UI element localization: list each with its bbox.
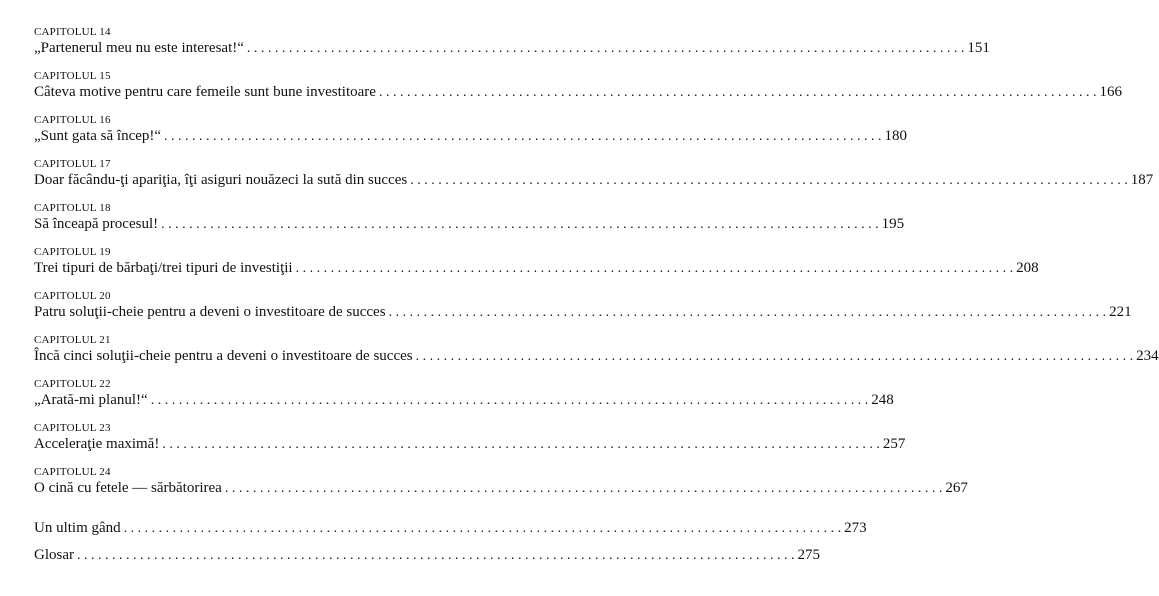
chapter-line [34,215,905,233]
page-number: 234 [1136,348,1159,364]
back-matter-title: Un ultim gând [34,520,121,536]
chapter-label: CAPITOLUL 15 [34,70,111,82]
chapter-entry [34,334,1159,365]
chapter-title: Patru soluţii-cheie pentru a deveni o investitoare de succes [34,304,386,320]
table-of-contents [34,26,1159,573]
dot-leader [161,216,879,234]
chapter-entry [34,246,1039,277]
dot-leader [410,172,1128,190]
chapter-entry [34,114,908,145]
chapter-title: „Partenerul meu nu este interesat!“ [34,40,244,56]
chapter-title: Acceleraţie maximă! [34,436,160,452]
chapter-entry [34,290,1132,321]
dot-leader [124,520,842,538]
chapter-entry [34,466,968,497]
chapter-line [34,259,1039,277]
chapter-label: CAPITOLUL 20 [34,290,111,302]
back-matter-list [34,519,867,564]
dot-leader [389,304,1107,322]
chapter-entry [34,422,906,453]
dot-leader [247,40,965,58]
chapter-title: Să înceapă procesul! [34,216,159,232]
chapter-entry [34,202,905,233]
page-number: 275 [797,547,820,563]
chapter-line [34,39,990,57]
page-number: 221 [1109,304,1132,320]
chapter-list [34,26,1159,497]
chapter-label: CAPITOLUL 22 [34,378,111,390]
dot-leader [151,392,869,410]
chapter-entry [34,158,1154,189]
chapter-entry [34,70,1122,101]
page-number: 166 [1099,84,1122,100]
dot-leader [162,436,880,454]
page-number: 248 [871,392,894,408]
chapter-label: CAPITOLUL 23 [34,422,111,434]
chapter-line [34,435,906,453]
dot-leader [225,480,943,498]
chapter-entry [34,378,894,409]
chapter-title: Încă cinci soluţii-cheie pentru a deveni o investitoare de succes [34,348,413,364]
page-number: 208 [1016,260,1039,276]
back-matter-title: Glosar [34,547,74,563]
chapter-label: CAPITOLUL 14 [34,26,111,38]
back-matter-line [34,546,820,564]
chapter-title: Trei tipuri de bărbaţi/trei tipuri de investiţii [34,260,293,276]
chapter-line [34,479,968,497]
chapter-label: CAPITOLUL 17 [34,158,111,170]
chapter-title: „Sunt gata să încep!“ [34,128,162,144]
chapter-line [34,303,1132,321]
chapter-title: O cină cu fetele — sărbătorirea [34,480,222,496]
chapter-line [34,83,1122,101]
page-number: 273 [844,520,867,536]
chapter-line [34,127,908,145]
chapter-title: Câteva motive pentru care femeile sunt bune investitoare [34,84,376,100]
dot-leader [296,260,1014,278]
chapter-label: CAPITOLUL 21 [34,334,111,346]
dot-leader [164,128,882,146]
chapter-label: CAPITOLUL 24 [34,466,111,478]
page-number: 267 [945,480,968,496]
page-number: 257 [882,436,906,452]
dot-leader [379,84,1097,102]
chapter-label: CAPITOLUL 16 [34,114,111,126]
chapter-line [34,391,894,409]
chapter-entry [34,26,990,57]
chapter-label: CAPITOLUL 18 [34,202,111,214]
page-number: 151 [967,40,990,56]
dot-leader [77,547,795,565]
page-number: 195 [881,216,905,232]
page-number: 187 [1130,172,1154,188]
chapter-title: „Arată-mi planul!“ [34,392,148,408]
chapter-line [34,347,1159,365]
page-number: 180 [884,128,908,144]
dot-leader [416,348,1134,366]
back-matter-line [34,519,867,537]
chapter-label: CAPITOLUL 19 [34,246,111,258]
chapter-line [34,171,1154,189]
chapter-title: Doar făcându-ţi apariţia, îţi asiguri nouăzeci la sută din succes [34,172,408,188]
